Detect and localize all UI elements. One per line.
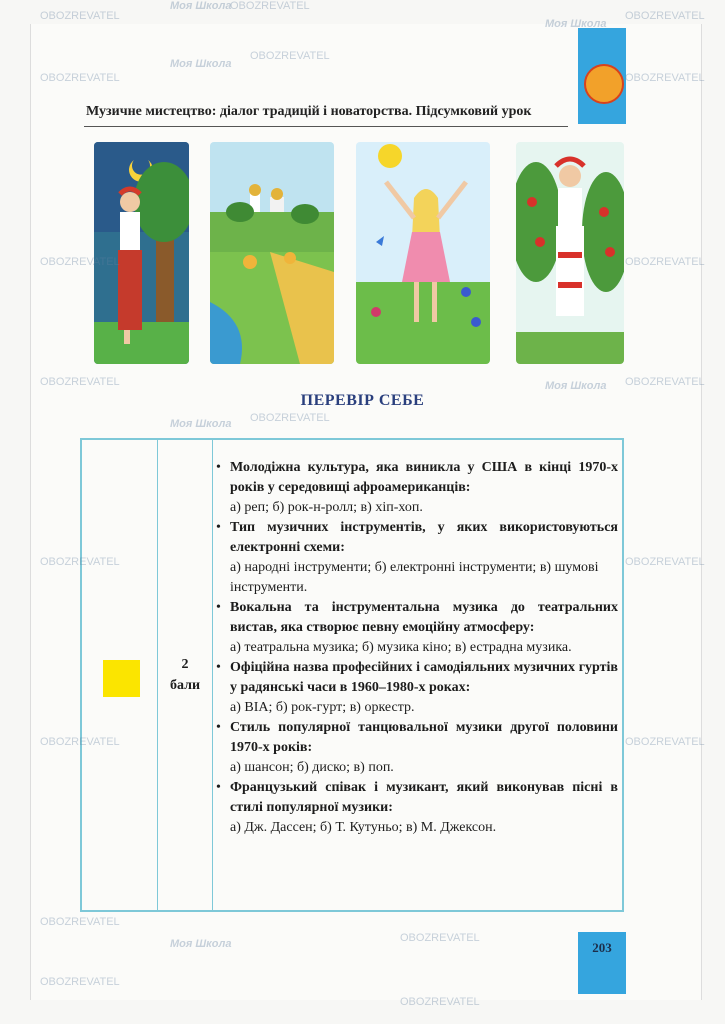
- questions-list: [216, 458, 618, 838]
- question-stem: Стиль популярної танцювальної музики другої половини 1970-х років:: [230, 720, 618, 755]
- illustration-girl-in-sun: [356, 142, 490, 364]
- question-answers: а) театральна музика; б) музика кіно; в) естрадна музика.: [230, 640, 572, 655]
- watermark: Моя Школа: [545, 18, 607, 30]
- watermark: OBOZREVATEL: [40, 10, 120, 22]
- watermark: OBOZREVATEL: [250, 50, 330, 62]
- question-answers: а) народні інструменти; б) електронні інструменти; в) шумові інструменти.: [230, 560, 599, 595]
- question-answers: а) ВІА; б) рок-гурт; в) оркестр.: [230, 700, 415, 715]
- watermark: OBOZREVATEL: [400, 996, 480, 1008]
- question-item: [216, 598, 618, 658]
- watermark: OBOZREVATEL: [40, 256, 120, 268]
- question-item: [216, 518, 618, 598]
- question-stem: Тип музичних інструментів, у яких використовуються електронні схеми:: [230, 520, 618, 555]
- watermark: OBOZREVATEL: [625, 256, 705, 268]
- illustration-girl-under-moon: [94, 142, 189, 364]
- bullet-icon: •: [216, 780, 221, 795]
- watermark: OBOZREVATEL: [40, 976, 120, 988]
- illustration-village-landscape: [210, 142, 334, 364]
- page-number: 203: [592, 940, 612, 955]
- bullet-icon: •: [216, 460, 221, 475]
- question-item: [216, 718, 618, 778]
- bullet-icon: •: [216, 720, 221, 735]
- watermark: Моя Школа: [170, 58, 232, 70]
- question-item: [216, 778, 618, 838]
- question-stem: Молодіжна культура, яка виникла у США в кінці 1970-х років у середовищі афроамериканців:: [230, 460, 618, 495]
- question-item: [216, 658, 618, 718]
- chapter-logo-icon: [584, 64, 624, 104]
- illustration-girl-with-viburnum: [516, 142, 624, 364]
- watermark: OBOZREVATEL: [40, 72, 120, 84]
- bullet-icon: •: [216, 520, 221, 535]
- table-divider: [212, 440, 213, 910]
- watermark: Моя Школа: [170, 0, 232, 12]
- points-unit: бали: [169, 678, 201, 693]
- watermark: OBOZREVATEL: [625, 376, 705, 388]
- watermark: Моя Школа: [170, 418, 232, 430]
- question-answers: а) Дж. Дассен; б) Т. Кутуньо; в) М. Джексон.: [230, 820, 497, 835]
- page-header-title: Музичне мистецтво: діалог традицій і новаторства. Підсумковий урок: [86, 104, 532, 119]
- points-cell: [158, 654, 212, 696]
- watermark: OBOZREVATEL: [625, 72, 705, 84]
- question-item: [216, 458, 618, 518]
- question-stem: Вокальна та інструментальна музика до театральних вистав, яка створює певну емоційну атмосферу:: [230, 600, 618, 635]
- watermark: OBOZREVATEL: [40, 556, 120, 568]
- watermark: OBOZREVATEL: [230, 0, 310, 12]
- bullet-icon: •: [216, 660, 221, 675]
- watermark: OBOZREVATEL: [40, 736, 120, 748]
- level-color-marker: [103, 660, 140, 697]
- watermark: OBOZREVATEL: [625, 736, 705, 748]
- watermark: OBOZREVATEL: [625, 10, 705, 22]
- bullet-icon: •: [216, 600, 221, 615]
- question-stem: Офіційна назва професійних і самодіяльних музичних гуртів у радянські часи в 1960–1980-х роках:: [230, 660, 618, 695]
- question-stem: Французький співак і музикант, який виконував пісні в стилі популярної музики:: [230, 780, 618, 815]
- question-answers: а) реп; б) рок-н-ролл; в) хіп-хоп.: [230, 500, 423, 515]
- watermark: OBOZREVATEL: [625, 556, 705, 568]
- header-divider: [84, 126, 568, 127]
- watermark: OBOZREVATEL: [40, 376, 120, 388]
- watermark: Моя Школа: [545, 380, 607, 392]
- points-value: 2: [181, 657, 189, 672]
- question-answers: а) шансон; б) диско; в) поп.: [230, 760, 394, 775]
- watermark: OBOZREVATEL: [400, 932, 480, 944]
- section-title: ПЕРЕВІР СЕБЕ: [300, 392, 425, 409]
- page-number-tab: [578, 932, 626, 994]
- watermark: OBOZREVATEL: [250, 412, 330, 424]
- watermark: Моя Школа: [170, 938, 232, 950]
- watermark: OBOZREVATEL: [40, 916, 120, 928]
